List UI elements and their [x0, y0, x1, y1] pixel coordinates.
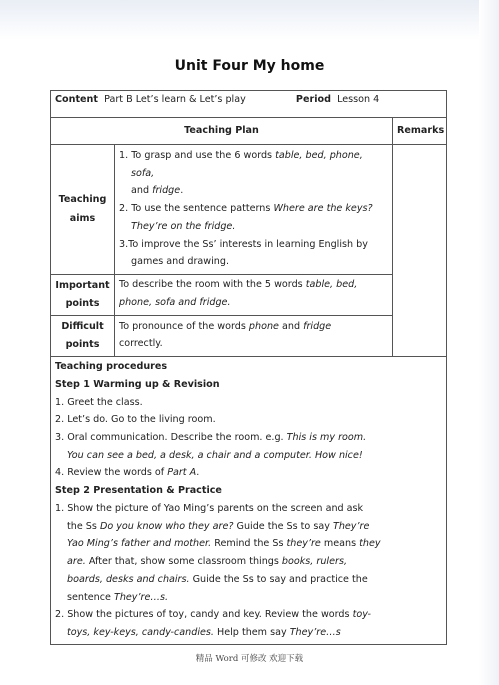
important-row	[51, 275, 447, 315]
aims-text: sofa,	[131, 167, 155, 179]
difficult-line	[119, 318, 388, 336]
remarks-header: Remarks	[393, 118, 447, 145]
procedure-text: books, rulers,	[281, 556, 347, 568]
procedure-text: sentence	[67, 591, 114, 603]
procedure-text: .	[196, 467, 200, 479]
remarks-cell	[393, 145, 447, 357]
procedure-text: boards, desks and chairs.	[67, 573, 190, 585]
difficult-label-line1: Difficult	[61, 320, 104, 332]
important-line	[119, 294, 388, 312]
procedure-text: After that, show some classroom things	[85, 556, 282, 568]
procedure-line	[55, 535, 442, 553]
important-label-line1: Important	[55, 279, 110, 291]
aims-text: Where are the keys?	[273, 203, 373, 215]
procedure-text: Yao Ming’s father and mother.	[67, 538, 212, 550]
difficult-label	[51, 315, 115, 356]
procedure-line	[55, 447, 442, 465]
important-text: table, bed,	[305, 279, 358, 291]
procedure-text: Part A	[167, 467, 197, 479]
content-cell	[51, 91, 447, 118]
difficult-content	[115, 315, 393, 356]
aims-text: 1. To grasp and use the 6 words	[119, 150, 276, 161]
aims-text: 2. To use the sentence patterns	[119, 203, 274, 215]
procedure-text: They’re…s.	[113, 591, 169, 603]
procedure-text: Remind the Ss	[211, 538, 287, 550]
side-shade	[479, 0, 499, 685]
procedure-text: they’re	[286, 538, 321, 550]
procedure-text: They’re	[332, 520, 370, 532]
aims-line	[119, 218, 388, 236]
procedures-content	[51, 357, 447, 645]
teaching-plan-header: Teaching Plan	[51, 118, 393, 145]
procedure-text: they	[359, 538, 381, 550]
procedure-text: 4. Review the words of	[55, 467, 168, 479]
difficult-text: phone	[248, 320, 279, 332]
procedure-text: the Ss	[67, 520, 100, 532]
procedure-text: 3. Oral communication. Describe the room. e.g.	[55, 432, 287, 444]
aims-line: games and drawing.	[131, 256, 230, 268]
procedure-line	[55, 553, 442, 571]
aims-text: They’re on the fridge.	[131, 220, 236, 232]
important-text: To describe the room with the 5 words	[119, 279, 306, 291]
procedure-text: are.	[67, 556, 86, 568]
aims-row	[51, 145, 447, 275]
important-content	[115, 275, 393, 315]
difficult-text: To pronounce of the words	[119, 320, 249, 332]
difficult-row	[51, 315, 447, 356]
aims-text: .	[180, 185, 184, 197]
aims-text: and	[131, 185, 153, 197]
period-value: Lesson 4	[337, 94, 380, 105]
procedure-text: Do you know who they are?	[99, 520, 234, 532]
procedure-line: 1. Greet the class.	[55, 396, 143, 408]
page-footer: 精品 Word 可修改 欢迎下载	[195, 654, 304, 664]
content-row	[51, 91, 447, 118]
procedures-row	[51, 357, 447, 645]
procedure-text: 2. Show the pictures of toy, candy and key. Review the words	[55, 609, 353, 621]
procedure-line	[55, 571, 442, 589]
procedure-text: Help them say	[213, 627, 290, 639]
procedure-text: They’re…s	[289, 627, 341, 639]
procedure-line	[55, 464, 442, 482]
aims-label	[51, 145, 115, 275]
content-label: Content	[55, 94, 98, 105]
important-text: phone, sofa and fridge.	[119, 296, 231, 308]
aims-line	[119, 182, 388, 200]
content-value: Part B Let’s learn & Let’s play	[104, 94, 246, 105]
aims-content	[115, 145, 393, 275]
procedure-text: means	[320, 538, 360, 550]
procedure-line	[55, 589, 442, 607]
procedure-line	[55, 624, 442, 642]
procedure-line	[55, 606, 442, 624]
procedure-text: This is my room.	[286, 432, 367, 444]
aims-line	[119, 147, 388, 165]
procedures-heading: Teaching procedures	[55, 361, 168, 373]
procedure-text: toy-	[352, 609, 372, 621]
procedure-line: 1. Show the picture of Yao Ming’s parents on the screen and ask	[55, 502, 364, 514]
difficult-label-line2: points	[65, 338, 100, 350]
aims-line	[119, 200, 388, 218]
lesson-plan-table	[50, 90, 447, 645]
difficult-line: correctly.	[119, 338, 163, 350]
step1-heading: Step 1 Warming up & Revision	[55, 378, 220, 390]
aims-line	[119, 165, 388, 183]
procedure-text: You can see a bed, a desk, a chair and a computer. How nice!	[67, 449, 363, 461]
important-line	[119, 276, 388, 294]
step2-heading: Step 2 Presentation & Practice	[55, 485, 222, 497]
aims-text: table, bed, phone,	[275, 150, 363, 161]
header-row	[51, 118, 447, 145]
important-label-line2: points	[65, 297, 100, 309]
procedure-line	[55, 429, 442, 447]
difficult-text: and	[278, 320, 304, 332]
procedure-line	[55, 518, 442, 536]
difficult-text: fridge	[303, 320, 332, 332]
period-label: Period	[295, 94, 331, 105]
procedure-line: 2. Let’s do. Go to the living room.	[55, 414, 216, 426]
page-title: Unit Four My home	[174, 58, 325, 74]
aims-label-line1: Teaching	[58, 194, 107, 206]
aims-line: 3.To improve the Ss’ interests in learning English by	[119, 238, 368, 250]
aims-label-line2: aims	[69, 212, 96, 224]
procedure-text: Guide the Ss to say	[233, 520, 333, 532]
procedure-text: toys, key-keys, candy-candies.	[67, 627, 214, 639]
top-shade	[0, 0, 499, 40]
important-label	[51, 275, 115, 315]
aims-text: fridge	[152, 185, 181, 197]
procedure-text: Guide the Ss to say and practice the	[189, 573, 368, 585]
